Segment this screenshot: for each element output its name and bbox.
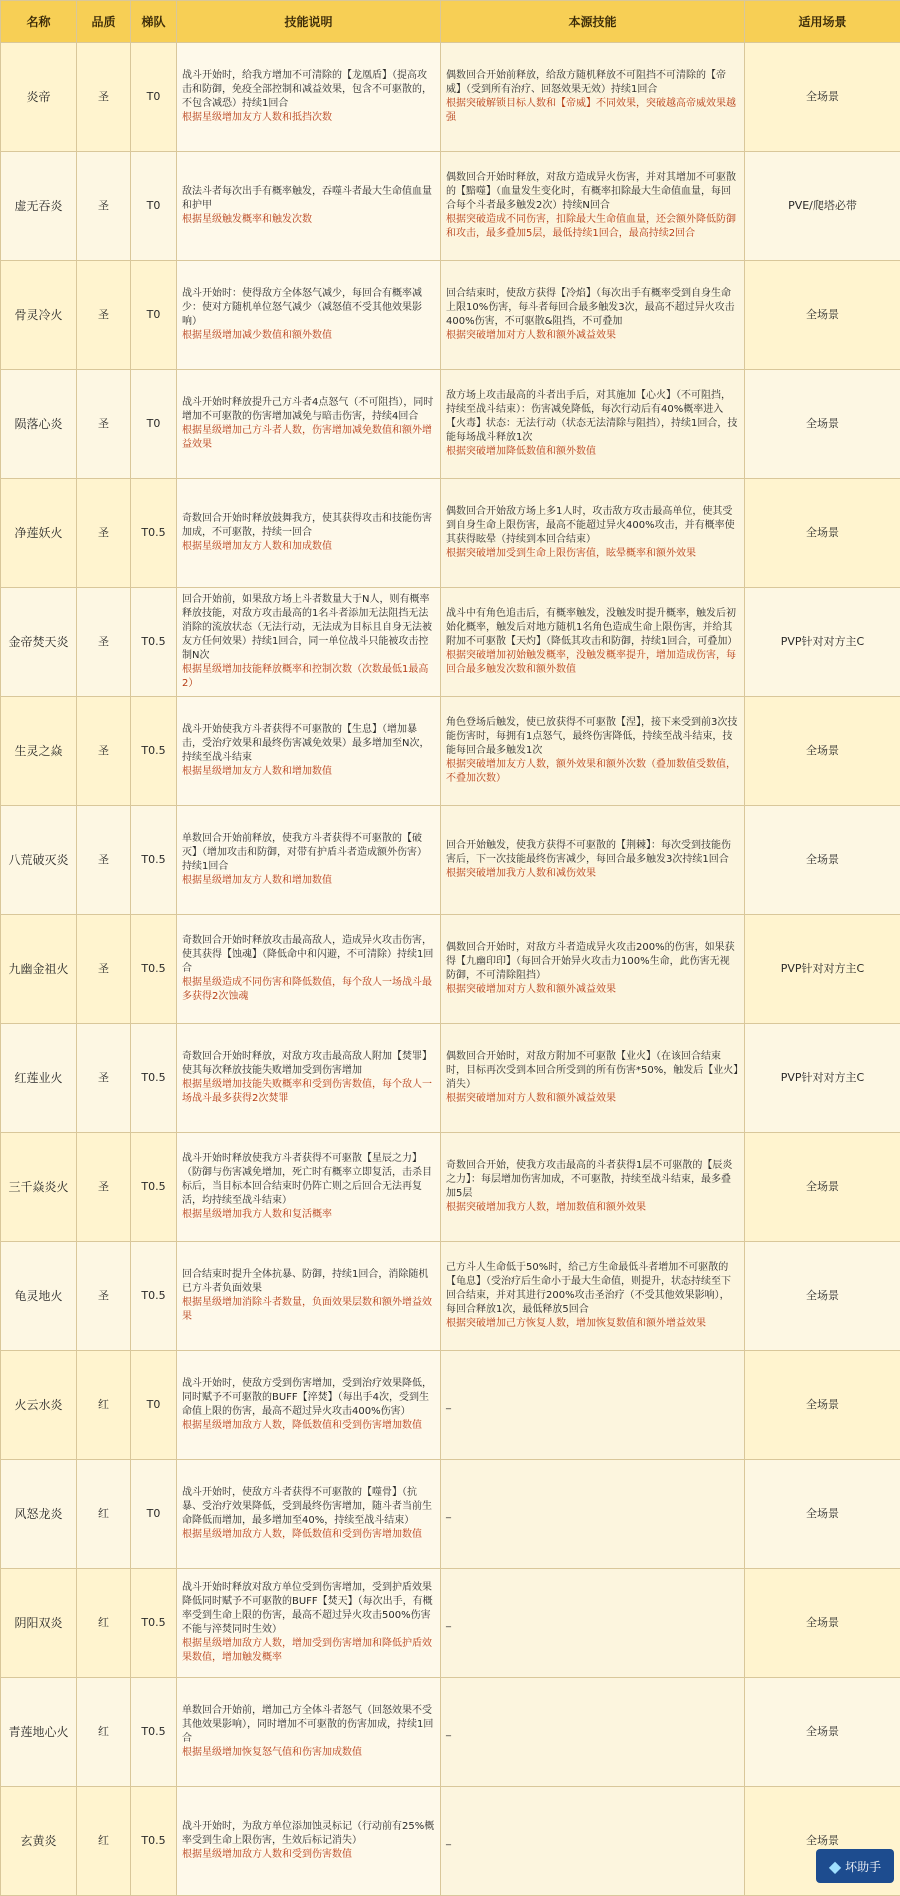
flame-name: 陨落心炎 (1, 370, 77, 479)
origin-skill-description: 回合结束时，使敌方获得【冷焰】（每次出手有概率受到自身生命上限10%伤害，每斗者每回合最多触发3次，最高不超过异火攻击400%伤害，不可驱散&阻挡，不可叠加 (446, 287, 739, 329)
origin-skill-cell (441, 1242, 745, 1351)
skill-upgrade-note: 根据星级增加恢复怒气值和伤害加成数值 (182, 1746, 435, 1760)
skill-description: 战斗开始时释放提升己方斗者4点怒气（不可阻挡），同时增加不可驱散的伤害增加减免与暗击伤害，持续4回合 (182, 396, 435, 424)
flame-name: 火云水炎 (1, 1351, 77, 1460)
applicable-scene: 全场景 (745, 697, 900, 806)
flame-tier: T0 (131, 261, 177, 370)
table-row (1, 697, 900, 806)
skill-upgrade-note: 根据星级增加友方人数和增加数值 (182, 765, 435, 779)
table-row (1, 806, 900, 915)
flame-name: 龟灵地火 (1, 1242, 77, 1351)
applicable-scene: 全场景 (745, 1460, 900, 1569)
origin-skill-cell (441, 1569, 745, 1678)
skill-description: 战斗开始使我方斗者获得不可驱散的【生息】（增加暴击，受治疗效果和最终伤害减免效果）最多增加至N次，持续至战斗结束 (182, 723, 435, 765)
flame-quality: 红 (77, 1351, 131, 1460)
origin-skill-description: 奇数回合开始，使我方攻击最高的斗者获得1层不可驱散的【辰炎之力】：每层增加伤害加成，不可驱散，持续至战斗结束，最多叠加5层 (446, 1159, 739, 1201)
origin-skill-description: 回合开始触发，使我方获得不可驱散的【荆棘】：每次受到技能伤害后，下一次技能最终伤害减少，每回合最多触发3次持续1回合 (446, 839, 739, 867)
flame-name: 青莲地心火 (1, 1678, 77, 1787)
flame-name: 骨灵冷火 (1, 261, 77, 370)
flame-quality: 圣 (77, 915, 131, 1024)
flame-tier: T0.5 (131, 1133, 177, 1242)
skill-cell (177, 806, 441, 915)
flame-quality: 圣 (77, 1024, 131, 1133)
skill-cell (177, 588, 441, 697)
origin-skill-description: 战斗中有角色追击后，有概率触发，没触发时提升概率，触发后初始化概率，触发后对地方随机1名角色造成生命上限伤害，并给其附加不可驱散【天灼】（降低其攻击和防御，持续1回合，可叠加） (446, 607, 739, 649)
logo-mark-icon: ◆ (829, 1857, 841, 1876)
origin-skill-upgrade-note: 根据突破增加对方人数和额外减益效果 (446, 983, 739, 997)
flame-tier: T0 (131, 1351, 177, 1460)
origin-skill-upgrade-note: 根据突破增加对方人数和额外减益效果 (446, 329, 739, 343)
skill-cell (177, 1351, 441, 1460)
skill-cell (177, 152, 441, 261)
flame-tier: T0.5 (131, 479, 177, 588)
table-row (1, 1569, 900, 1678)
origin-skill-description: 己方斗人生命低于50%时，给己方生命最低斗者增加不可驱散的【龟息】（受治疗后生命小于最大生命值，则提升，状态持续至下回合结束，并对其进行200%攻击圣治疗（不受其他效果影响），每回合释放1次，最低释放5回合 (446, 1261, 739, 1317)
flame-tier: T0.5 (131, 915, 177, 1024)
flame-name: 九幽金祖火 (1, 915, 77, 1024)
flame-name: 风怒龙炎 (1, 1460, 77, 1569)
flame-tier: T0.5 (131, 1787, 177, 1896)
origin-skill-cell (441, 370, 745, 479)
origin-skill-cell (441, 1678, 745, 1787)
skill-upgrade-note: 根据星级增加敌方人数，增加受到伤害增加和降低护盾效果数值，增加触发概率 (182, 1637, 435, 1665)
origin-skill-upgrade-note: 根据突破增加友方人数，额外效果和额外次数（叠加数值受数值，不叠加次数） (446, 758, 739, 786)
skill-cell (177, 1787, 441, 1896)
flame-tier: T0.5 (131, 588, 177, 697)
flame-quality: 红 (77, 1569, 131, 1678)
flame-name: 八荒破灭炎 (1, 806, 77, 915)
origin-skill-description: 偶数回合开始敌方场上多1人时，攻击敌方攻击最高单位，使其受到自身生命上限伤害，最高不能超过异火400%攻击，并有概率使其获得眩晕（持续到本回合结束） (446, 505, 739, 547)
header-origin-skill: 本源技能 (441, 1, 745, 43)
origin-skill-cell (441, 588, 745, 697)
header-skill: 技能说明 (177, 1, 441, 43)
origin-skill-description: 角色登场后触发，使已放获得不可驱散【涅】，接下来受到前3次技能伤害时，每拥有1点怒气，最终伤害降低，持续至战斗结束，技能每回合最多触发1次 (446, 716, 739, 758)
origin-skill-upgrade-note: 根据突破增加我方人数，增加数值和额外效果 (446, 1201, 739, 1215)
skill-description: 战斗开始时释放使我方斗者获得不可驱散【星辰之力】（防御与伤害减免增加，死亡时有概率立即复活，击杀目标后，当目标本回合结束时仍阵亡则之后回合无法再复活，均持续至战斗结束） (182, 1152, 435, 1208)
flame-name: 玄黄炎 (1, 1787, 77, 1896)
watermark-text: 坏助手 (845, 1858, 881, 1875)
table-row (1, 1460, 900, 1569)
flame-quality: 圣 (77, 43, 131, 152)
applicable-scene: PVP针对对方主C (745, 915, 900, 1024)
flame-tier: T0.5 (131, 1242, 177, 1351)
origin-skill-cell (441, 43, 745, 152)
skill-upgrade-note: 根据星级增加消除斗者数量，负面效果层数和额外增益效果 (182, 1296, 435, 1324)
flame-tier: T0 (131, 370, 177, 479)
watermark-logo (816, 1849, 894, 1883)
applicable-scene: 全场景 (745, 1351, 900, 1460)
skill-upgrade-note: 根据星级增加己方斗者人数，伤害增加减免数值和额外增益效果 (182, 424, 435, 452)
skill-upgrade-note: 根据星级增加友方人数和增加数值 (182, 874, 435, 888)
origin-skill-upgrade-note: 根据突破增加初始触发概率，没触发概率提升，增加造成伤害，每回合最多触发次数和额外数值 (446, 649, 739, 677)
origin-skill-description: _ (446, 1398, 739, 1412)
origin-skill-upgrade-note: 根据突破增加受到生命上限伤害值，眩晕概率和额外效果 (446, 547, 739, 561)
origin-skill-cell (441, 697, 745, 806)
skill-upgrade-note: 根据星级增加敌方人数和受到伤害数值 (182, 1848, 435, 1862)
origin-skill-cell (441, 261, 745, 370)
flame-name: 净莲妖火 (1, 479, 77, 588)
skill-description: 战斗开始时，为敌方单位添加蚀灵标记（行动前有25%概率受到生命上限伤害，生效后标记消失） (182, 1820, 435, 1848)
flame-name: 虚无吞炎 (1, 152, 77, 261)
origin-skill-description: 偶数回合开始时，对敌方斗者造成异火攻击200%的伤害，如果获得【九幽印印】（每回合开始异火攻击力100%生命，此伤害无视防御，不可清除阻挡） (446, 941, 739, 983)
skill-description: 战斗开始时，使敌方斗者获得不可驱散的【噬骨】（抗暴、受治疗效果降低，受到最终伤害增加，随斗者当前生命降低而增加，最多增加至40%，持续至战斗结束） (182, 1486, 435, 1528)
skill-cell (177, 261, 441, 370)
applicable-scene: 全场景 (745, 43, 900, 152)
origin-skill-description: _ (446, 1616, 739, 1630)
origin-skill-cell (441, 152, 745, 261)
origin-skill-description: _ (446, 1507, 739, 1521)
flame-quality: 圣 (77, 261, 131, 370)
applicable-scene: 全场景 (745, 261, 900, 370)
flame-quality: 圣 (77, 806, 131, 915)
applicable-scene: 全场景 (745, 1242, 900, 1351)
table-row (1, 1787, 900, 1896)
origin-skill-description: 敌方场上攻击最高的斗者出手后，对其施加【心火】（不可阻挡，持续至战斗结束）：伤害减免降低，每次行动后有40%概率进入【火毒】状态：无法行动（状态无法清除与阻挡），持续1回合，技能每场战斗释放1次 (446, 389, 739, 445)
flame-quality: 圣 (77, 1242, 131, 1351)
skill-description: 回合结束时提升全体抗暴、防御，持续1回合，消除随机已方斗者负面效果 (182, 1268, 435, 1296)
skill-description: 战斗开始时，使敌方受到伤害增加，受到治疗效果降低，同时赋予不可驱散的BUFF【淬焚】（每出手4次，受到生命值上限的伤害，最高不超过异火攻击400%伤害） (182, 1377, 435, 1419)
header-name: 名称 (1, 1, 77, 43)
table-row (1, 370, 900, 479)
skill-upgrade-note: 根据星级造成不同伤害和降低数值，每个敌人一场战斗最多获得2次蚀魂 (182, 976, 435, 1004)
flame-name: 炎帝 (1, 43, 77, 152)
flame-tier: T0.5 (131, 1678, 177, 1787)
skill-description: 单数回合开始前释放，使我方斗者获得不可驱散的【破灭】（增加攻击和防御，对带有护盾斗者造成额外伤害）持续1回合 (182, 832, 435, 874)
table-row (1, 1133, 900, 1242)
skill-description: 战斗开始时释放对敌方单位受到伤害增加，受到护盾效果降低同时赋予不可驱散的BUFF【焚天】（每次出手，有概率受到生命上限的伤害，最高不超过异火攻击500%伤害不能与淬焚同时生效） (182, 1581, 435, 1637)
flame-tier: T0 (131, 43, 177, 152)
skill-description: 奇数回合开始时释放攻击最高敌人，造成异火攻击伤害，使其获得【蚀魂】（降低命中和闪避，不可清除）持续1回合 (182, 934, 435, 976)
origin-skill-upgrade-note: 根据突破增加我方人数和减伤效果 (446, 867, 739, 881)
flame-quality: 圣 (77, 479, 131, 588)
origin-skill-upgrade-note: 根据突破增加己方恢复人数，增加恢复数值和额外增益效果 (446, 1317, 739, 1331)
origin-skill-cell (441, 806, 745, 915)
flame-quality: 圣 (77, 697, 131, 806)
flame-quality: 红 (77, 1460, 131, 1569)
table-row (1, 1678, 900, 1787)
applicable-scene: 全场景 (745, 1787, 900, 1896)
skill-upgrade-note: 根据星级触发概率和触发次数 (182, 213, 435, 227)
skill-description: 奇数回合开始时释放，对敌方攻击最高敌人附加【焚罪】使其每次释放技能失败增加受到伤害增加 (182, 1050, 435, 1078)
skill-cell (177, 1242, 441, 1351)
origin-skill-upgrade-note: 根据突破增加降低数值和额外数值 (446, 445, 739, 459)
skill-cell (177, 1133, 441, 1242)
flame-name: 三千焱炎火 (1, 1133, 77, 1242)
flame-quality: 圣 (77, 1133, 131, 1242)
flame-tier: T0.5 (131, 697, 177, 806)
origin-skill-cell (441, 1351, 745, 1460)
applicable-scene: PVE/爬塔必带 (745, 152, 900, 261)
skill-cell (177, 479, 441, 588)
origin-skill-upgrade-note: 根据突破解锁目标人数和【帝威】不同效果，突破越高帝威效果越强 (446, 97, 739, 125)
skill-cell (177, 43, 441, 152)
applicable-scene: 全场景 (745, 1133, 900, 1242)
flame-quality: 红 (77, 1787, 131, 1896)
skill-upgrade-note: 根据星级增加友方人数和加成数值 (182, 540, 435, 554)
skill-cell (177, 915, 441, 1024)
skill-cell (177, 1569, 441, 1678)
table-row (1, 43, 900, 152)
applicable-scene: 全场景 (745, 806, 900, 915)
table-row (1, 152, 900, 261)
skill-description: 回合开始前，如果敌方场上斗者数量大于N人，则有概率释放技能，对敌方攻击最高的1名斗者添加无法阻挡无法消除的流放状态（无法行动，无法成为目标且自身无法被友方任何效果）持续1回合，同一单位战斗只能被攻击控制N次 (182, 593, 435, 663)
table-row (1, 1242, 900, 1351)
skill-cell (177, 1024, 441, 1133)
applicable-scene: PVP针对对方主C (745, 1024, 900, 1133)
flame-tier: T0 (131, 152, 177, 261)
skill-upgrade-note: 根据星级增加友方人数和抵挡次数 (182, 111, 435, 125)
skill-upgrade-note: 根据星级增加我方人数和复活概率 (182, 1208, 435, 1222)
table-row (1, 1024, 900, 1133)
flame-tier: T0.5 (131, 1569, 177, 1678)
flame-name: 阴阳双炎 (1, 1569, 77, 1678)
skill-cell (177, 1678, 441, 1787)
header-quality: 品质 (77, 1, 131, 43)
skill-description: 单数回合开始前，增加己方全体斗者怒气（回怒效果不受其他效果影响），同时增加不可驱散的伤害加成，持续1回合 (182, 1704, 435, 1746)
flame-quality: 红 (77, 1678, 131, 1787)
origin-skill-cell (441, 1460, 745, 1569)
origin-skill-upgrade-note: 根据突破造成不同伤害，扣除最大生命值血量，还会额外降低防御和攻击，最多叠加5层，最低持续1回合，最高持续2回合 (446, 213, 739, 241)
flame-name: 红莲业火 (1, 1024, 77, 1133)
origin-skill-description: _ (446, 1834, 739, 1848)
table-row (1, 588, 900, 697)
skill-description: 战斗开始时，给我方增加不可清除的【龙凰盾】（提高攻击和防御，免疫全部控制和减益效果，包含不可驱散的，不包含减恐）持续1回合 (182, 69, 435, 111)
applicable-scene: PVP针对对方主C (745, 588, 900, 697)
header-tier: 梯队 (131, 1, 177, 43)
flame-tier: T0 (131, 1460, 177, 1569)
origin-skill-description: 偶数回合开始时释放，对敌方造成异火伤害，并对其增加不可驱散的【黯噬】（血量发生变化时，有概率扣除最大生命值血量，每回合每个斗者最多触发2次）持续N回合 (446, 171, 739, 213)
origin-skill-upgrade-note: 根据突破增加对方人数和额外减益效果 (446, 1092, 739, 1106)
skill-upgrade-note: 根据星级增加技能失败概率和受到伤害数值，每个敌人一场战斗最多获得2次焚罪 (182, 1078, 435, 1106)
flame-name: 金帝焚天炎 (1, 588, 77, 697)
flame-quality: 圣 (77, 588, 131, 697)
flame-quality: 圣 (77, 370, 131, 479)
skill-description: 战斗开始时：使得敌方全体怒气减少，每回合有概率减少：使对方随机单位怒气减少（减怒值不受其他效果影响） (182, 287, 435, 329)
skill-upgrade-note: 根据星级增加技能释放概率和控制次数（次数最低1最高2） (182, 663, 435, 691)
origin-skill-cell (441, 1024, 745, 1133)
origin-skill-description: _ (446, 1725, 739, 1739)
header-row (1, 1, 900, 43)
skill-upgrade-note: 根据星级增加减少数值和额外数值 (182, 329, 435, 343)
flame-tier: T0.5 (131, 806, 177, 915)
header-scene: 适用场景 (745, 1, 900, 43)
skill-upgrade-note: 根据星级增加敌方人数，降低数值和受到伤害增加数值 (182, 1528, 435, 1542)
skill-description: 敌法斗者每次出手有概率触发，吞噬斗者最大生命值血量和护甲 (182, 185, 435, 213)
applicable-scene: 全场景 (745, 479, 900, 588)
table-row (1, 479, 900, 588)
origin-skill-cell (441, 1133, 745, 1242)
table-row (1, 1351, 900, 1460)
origin-skill-cell (441, 479, 745, 588)
skill-cell (177, 1460, 441, 1569)
applicable-scene: 全场景 (745, 370, 900, 479)
skill-upgrade-note: 根据星级增加敌方人数，降低数值和受到伤害增加数值 (182, 1419, 435, 1433)
applicable-scene: 全场景 (745, 1678, 900, 1787)
flame-name: 生灵之焱 (1, 697, 77, 806)
origin-skill-cell (441, 915, 745, 1024)
table-row (1, 261, 900, 370)
flame-tier: T0.5 (131, 1024, 177, 1133)
origin-skill-description: 偶数回合开始前释放，给敌方随机释放不可阻挡不可清除的【帝威】（受到所有治疗、回怒效果无效）持续1回合 (446, 69, 739, 97)
skill-cell (177, 697, 441, 806)
flame-quality: 圣 (77, 152, 131, 261)
applicable-scene: 全场景 (745, 1569, 900, 1678)
origin-skill-cell (441, 1787, 745, 1896)
origin-skill-description: 偶数回合开始时，对敌方附加不可驱散【业火】（在该回合结束时，目标再次受到本回合所受到的所有伤害*50%，触发后【业火】消失） (446, 1050, 739, 1092)
table-row (1, 915, 900, 1024)
skill-description: 奇数回合开始时释放鼓舞我方，使其获得攻击和技能伤害加成，不可驱散，持续一回合 (182, 512, 435, 540)
skill-cell (177, 370, 441, 479)
